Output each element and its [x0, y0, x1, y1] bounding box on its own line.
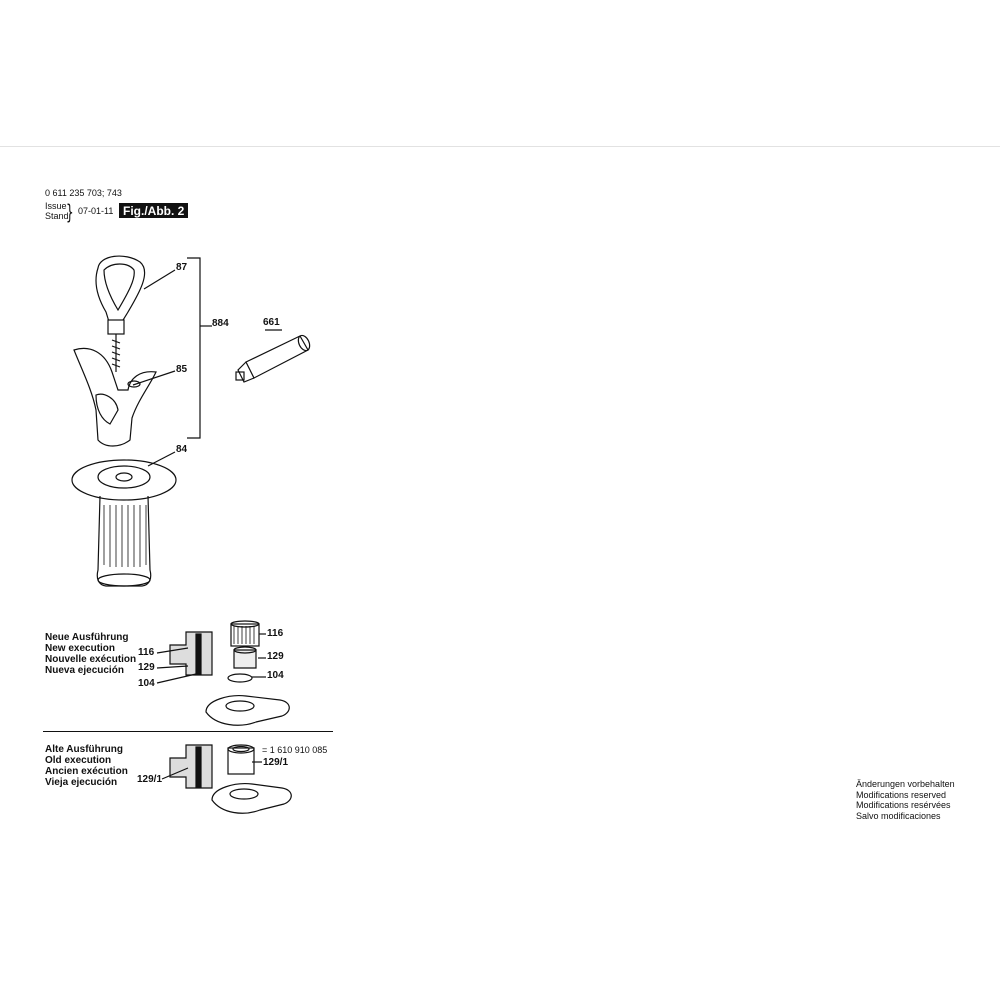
- callout-new-right-116: 116: [267, 628, 284, 639]
- callout-new-right-129: 129: [267, 651, 284, 662]
- section-divider: [43, 731, 333, 732]
- old-exec-label-fr: Ancien exécution: [45, 766, 128, 777]
- new-exec-label-fr: Nouvelle exécution: [45, 654, 137, 665]
- old-exec-label-es: Vieja ejecución: [45, 777, 118, 788]
- callout-new-right-104: 104: [267, 670, 284, 681]
- callout-new-left-104: 104: [138, 678, 155, 689]
- grease-tube-661: [236, 334, 312, 382]
- grip-body: [97, 496, 150, 586]
- new-exec-label-es: Nueva ejecución: [45, 665, 124, 676]
- part-numbers: 0 611 235 703; 743: [45, 188, 122, 198]
- figure-label: Fig./Abb. 2: [119, 203, 188, 218]
- brace-icon: }: [66, 200, 74, 224]
- new-exec-label-de: Neue Ausführung: [45, 632, 129, 643]
- cradle-85: [74, 348, 156, 446]
- callout-new-left-129: 129: [138, 662, 155, 673]
- modifications-en: Modifications reserved: [856, 789, 947, 800]
- callout-85: 85: [176, 364, 188, 375]
- modifications-es: Salvo modificaciones: [856, 810, 941, 821]
- issue-date: 07-01-11: [78, 206, 114, 216]
- old-exec-section: [170, 745, 212, 788]
- ring-104: [228, 674, 252, 682]
- modifications-de: Änderungen vorbehalten: [856, 779, 955, 789]
- new-exec-section: [170, 632, 212, 675]
- old-exec-label-en: Old execution: [45, 755, 112, 766]
- callout-661: 661: [263, 317, 280, 328]
- callout-old-left-129-1: 129/1: [137, 774, 163, 785]
- strap-loop-87: [96, 256, 145, 325]
- modifications-fr: Modifications resérvées: [856, 800, 951, 810]
- callout-884: 884: [212, 318, 229, 329]
- callout-84: 84: [176, 444, 188, 455]
- callout-new-left-116: 116: [138, 647, 155, 658]
- old-exec-part-ref: = 1 610 910 085: [262, 745, 328, 755]
- modifications-note: [856, 779, 955, 821]
- stand-label: Stand: [45, 211, 69, 221]
- old-exec-label-de: Alte Ausführung: [45, 744, 123, 755]
- callout-old-right-129-1: 129/1: [263, 757, 289, 768]
- issue-label: Issue: [45, 201, 67, 211]
- callout-87: 87: [176, 262, 188, 273]
- new-exec-label-en: New execution: [45, 643, 116, 654]
